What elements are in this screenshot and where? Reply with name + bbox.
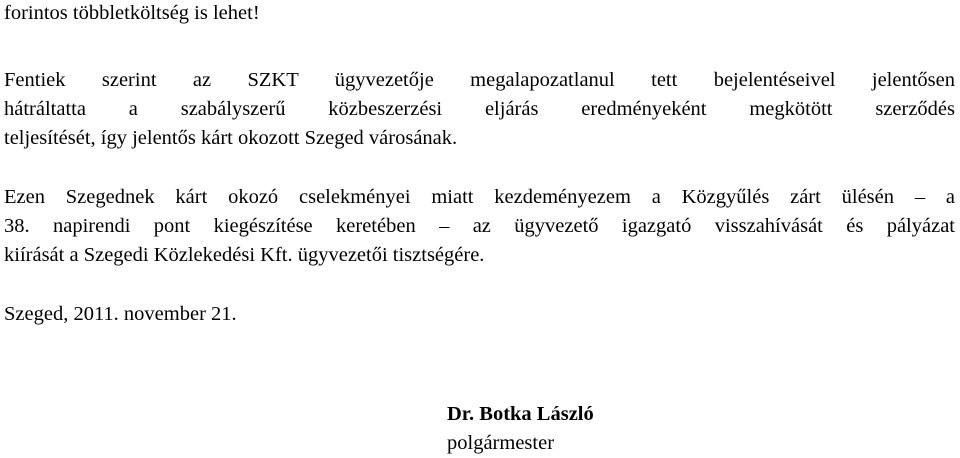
signature-title: polgármester	[447, 432, 555, 454]
text-line: Ezen Szegednek kárt okozó cselekményei miatt kezdeményezem a Közgyűlés zárt ülésén – a	[4, 186, 955, 208]
text-line: 38. napirendi pont kiegészítése keretében – az ügyvezető igazgató visszahívását és pályázat	[4, 215, 955, 237]
text-line: hátráltatta a szabályszerű közbeszerzési eljárás eredményeként megkötött szerződés	[4, 98, 955, 120]
signature-name: Dr. Botka László	[447, 403, 594, 425]
text-line: teljesítését, így jelentős kárt okozott Szeged városának.	[4, 127, 458, 149]
text-line: Fentiek szerint az SZKT ügyvezetője megalapozatlanul tett bejelentéseivel jelentősen	[4, 69, 955, 91]
text-line: forintos többletköltség is lehet!	[4, 2, 260, 24]
text-line: kiírását a Szegedi Közlekedési Kft. ügyvezetői tisztségére.	[4, 244, 485, 266]
date-line: Szeged, 2011. november 21.	[4, 303, 237, 325]
